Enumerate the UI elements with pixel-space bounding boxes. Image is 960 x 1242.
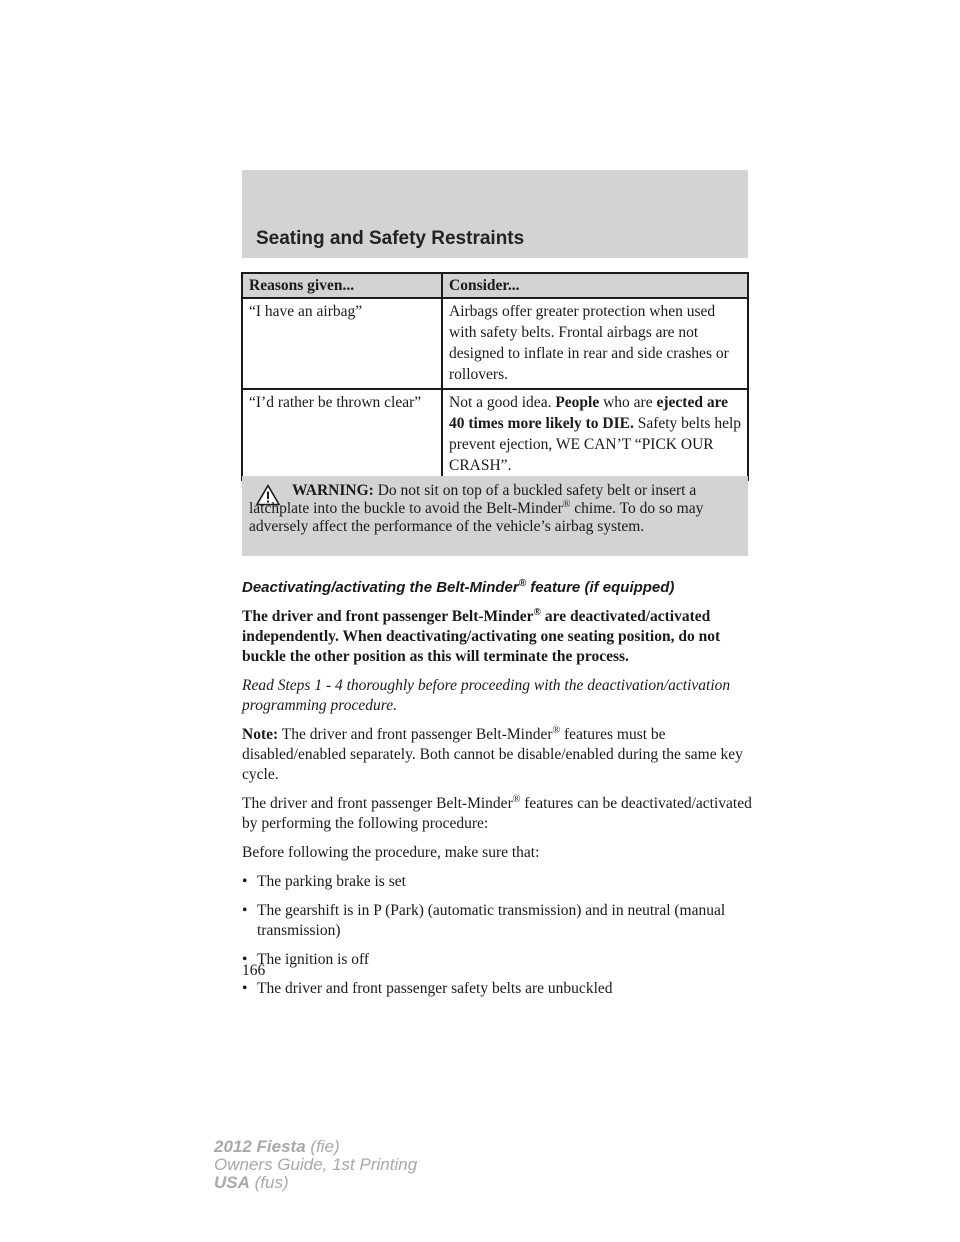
footer-line: Owners Guide, 1st Printing xyxy=(214,1155,418,1174)
consider-cell: Airbags offer greater protection when used with safety belts. Frontal airbags are not designed to inflate in rear and side crashes or rollovers. xyxy=(442,298,748,389)
header-consider: Consider... xyxy=(442,273,748,298)
warning-text xyxy=(249,482,745,536)
footer-code: (fie) xyxy=(305,1137,340,1156)
list-item: • The parking brake is set xyxy=(242,872,762,892)
paragraph-text: The driver and front passenger Belt-Minder xyxy=(242,608,534,625)
consider-cell xyxy=(442,389,748,480)
subheading-text: Deactivating/activating the Belt-Minder xyxy=(242,579,519,596)
page-number: 166 xyxy=(242,962,266,979)
footer-line xyxy=(214,1138,417,1156)
footer-market: USA xyxy=(214,1173,250,1192)
list-item: • The ignition is off xyxy=(242,950,762,970)
warning-body: chime. To do so may adversely affect the performance of the vehicle’s airbag system. xyxy=(249,500,704,535)
footer-model: 2012 Fiesta xyxy=(214,1137,306,1156)
paragraph-text: features can be deactivated/activated by performing the following procedure: xyxy=(242,795,752,832)
registered-mark: ® xyxy=(533,606,541,618)
checklist xyxy=(242,872,762,999)
consider-bold: People xyxy=(555,394,600,411)
paragraph-text: The driver and front passenger Belt-Minder xyxy=(242,795,513,812)
note-label: Note: xyxy=(242,726,279,743)
paragraph-text: The driver and front passenger Belt-Minder xyxy=(278,726,553,743)
warning-body: Do not sit on top of a buckled safety belt or insert a latchplate into the buckle to avoid the Belt-Minder xyxy=(249,482,697,517)
footer-line xyxy=(214,1174,417,1192)
consider-bold: ejected are 40 times more likely to DIE. xyxy=(449,394,729,432)
note-paragraph xyxy=(242,725,762,785)
table-row xyxy=(242,389,748,480)
header-reasons: Reasons given... xyxy=(242,273,442,298)
subheading xyxy=(242,578,762,598)
main-content xyxy=(242,578,762,1008)
table-row xyxy=(242,298,748,389)
consider-text: Safety belts help prevent ejection, WE CAN’T “PICK OUR CRASH”. xyxy=(449,415,742,474)
registered-mark: ® xyxy=(512,793,521,805)
registered-mark: ® xyxy=(562,498,571,510)
checklist-intro: Before following the procedure, make sure that: xyxy=(242,844,540,861)
paragraph-text: features must be disabled/enabled separately. Both cannot be disable/enabled during the same key cycle. xyxy=(242,726,743,783)
registered-mark: ® xyxy=(518,578,527,589)
paragraph-text: are deactivated/activated independently. When deactivating/activating one seating position, do not buckle the other position as this will terminate the process. xyxy=(242,608,721,665)
list-item: • The gearshift is in P (Park) (automatic transmission) and in neutral (manual transmission) xyxy=(242,901,762,941)
registered-mark: ® xyxy=(552,724,561,736)
warning-label: WARNING: xyxy=(292,482,374,499)
italic-paragraph: Read Steps 1 - 4 thoroughly before proceeding with the deactivation/activation programming procedure. xyxy=(242,677,731,714)
consider-text: who are xyxy=(599,394,657,411)
subheading-text: feature (if equipped) xyxy=(526,579,675,596)
consider-text: Not a good idea. xyxy=(449,394,556,411)
procedure-paragraph xyxy=(242,794,762,834)
section-title: Seating and Safety Restraints xyxy=(256,228,525,249)
list-item: • The driver and front passenger safety belts are unbuckled xyxy=(242,979,762,999)
footer xyxy=(214,1138,417,1192)
reason-cell: “I have an airbag” xyxy=(242,298,442,389)
table-header-row xyxy=(242,273,748,298)
reasons-table xyxy=(241,272,749,481)
footer-code: (fus) xyxy=(249,1173,289,1192)
warning-box xyxy=(242,476,748,556)
reason-cell: “I’d rather be thrown clear” xyxy=(242,389,442,480)
bold-paragraph xyxy=(242,607,762,667)
